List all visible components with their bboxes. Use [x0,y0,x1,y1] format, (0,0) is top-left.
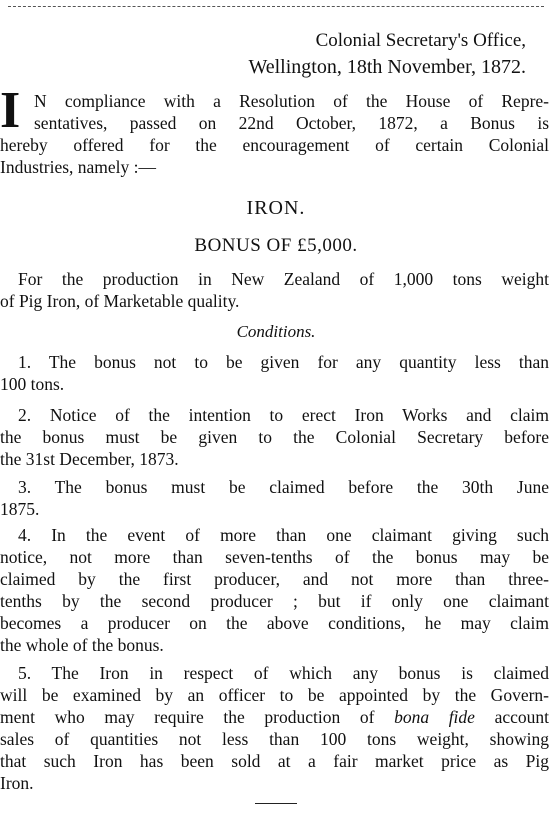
condition-1 [0,351,549,395]
condition-line: the 31st December, 1873. [0,449,179,469]
condition-line: sales of quantities not less than 100 tons weight, showing [0,729,549,749]
intro-line: hereby offered for the encouragement of certain Colonial [0,135,549,155]
condition-line: tenths by the second producer ; but if only one claimant [0,591,549,611]
top-rule [8,6,544,7]
condition-line: 100 tons. [0,374,65,394]
production-line: For the production in New Zealand of 1,000 tons weight [18,269,549,289]
condition-line: claimed by the first producer, and not more than three- [0,569,549,589]
condition-line: 2. Notice of the intention to erect Iron Works and claim [18,405,549,425]
bottom-rule [255,803,297,804]
drop-cap: I [0,82,21,139]
production-paragraph [0,268,549,312]
condition-3 [0,476,549,520]
iron-heading: IRON. [246,197,306,219]
intro-line: Industries, namely :— [0,157,157,177]
condition-5 [0,662,549,794]
bonus-heading: BONUS OF £5,000. [194,235,358,256]
conditions-heading: Conditions. [236,322,316,341]
header-date: Wellington, 18th November, 1872. [248,56,526,78]
header-office: Colonial Secretary's Office, [315,30,526,51]
condition-line: that such Iron has been sold at a fair market price as Pig [0,751,549,771]
condition-line: 1. The bonus not to be given for any quantity less than [18,352,549,372]
condition-line: 4. In the event of more than one claimant giving such [18,525,549,545]
intro-paragraph [0,82,549,178]
intro-line: sentatives, passed on 22nd October, 1872, a Bonus is [34,113,549,133]
condition-line: the bonus must be given to the Colonial Secretary before [0,427,549,447]
condition-2 [0,404,549,470]
intro-line: N compliance with a Resolution of the House of Repre- [34,91,549,111]
condition-4 [0,524,549,656]
condition-line: Iron. [0,773,34,793]
production-line: of Pig Iron, of Marketable quality. [0,291,240,311]
condition-line: 5. The Iron in respect of which any bonus is claimed [18,663,549,683]
condition-line: will be examined by an officer to be appointed by the Govern- [0,685,549,705]
condition-line: notice, not more than seven-tenths of the bonus may be [0,547,549,567]
condition-line: 3. The bonus must be claimed before the 30th June [18,477,549,497]
condition-line: becomes a producer on the above conditions, he may claim [0,613,549,633]
condition-line: the whole of the bonus. [0,635,164,655]
condition-line: 1875. [0,499,40,519]
condition-line: ment who may require the production of bona fide account [0,707,550,727]
